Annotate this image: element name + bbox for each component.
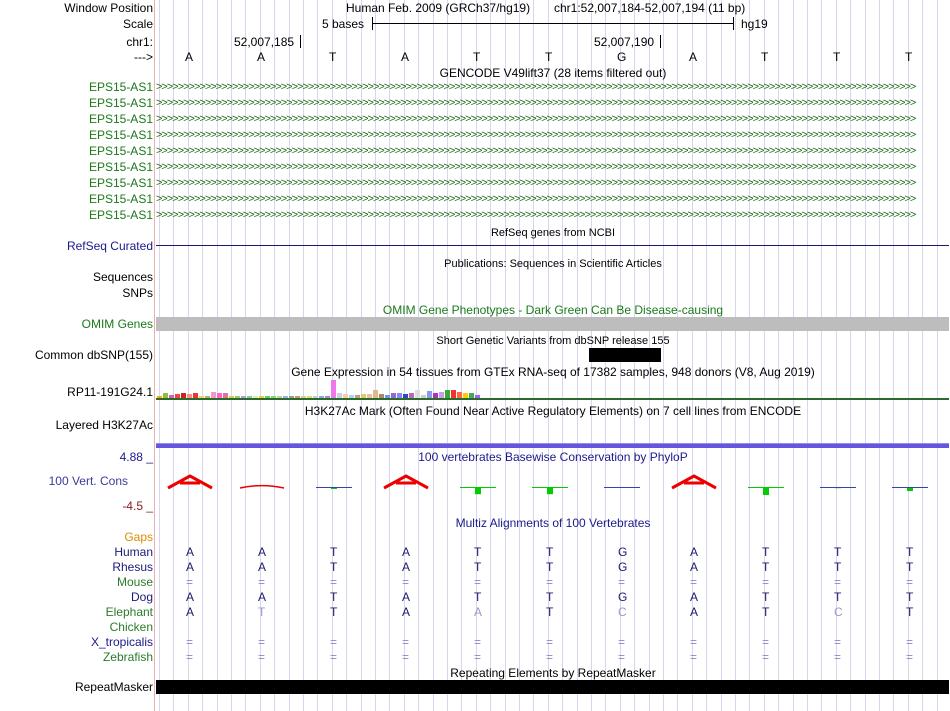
scale-bar-left-tick xyxy=(372,17,373,30)
phylop-positive-peak[interactable] xyxy=(672,476,716,488)
gencode-gene-feature[interactable]: >>>>>>>>>>>>>>>>>>>>>>>>>>>>>>>>>>>>>>>>>>>>>>>>>>>>>>>>>>>>>>>>>>>>>>>>>>>>>>>>>>>>>>>>>>>>>>>>>>>>>>>>>>>>>>>>>>>>>>>>>>>>>>>>>>>>>>>>>>>> xyxy=(156,131,916,140)
multiz-species-label[interactable]: Elephant xyxy=(105,605,153,619)
phylop-label[interactable]: 100 Vert. Cons xyxy=(48,474,128,488)
multiz-base: A xyxy=(690,560,699,574)
multiz-base: = xyxy=(258,650,266,664)
multiz-base: T xyxy=(474,590,482,604)
multiz-base: = xyxy=(834,575,842,589)
multiz-base: T xyxy=(330,545,338,559)
multiz-base: = xyxy=(474,575,482,589)
gtex-label[interactable]: RP11-191G24.1 xyxy=(67,385,153,399)
publications-snps-label[interactable]: SNPs xyxy=(122,286,153,300)
multiz-base: T xyxy=(906,605,914,619)
h3k27ac-label[interactable]: Layered H3K27Ac xyxy=(55,418,153,432)
repeatmasker-title: Repeating Elements by RepeatMasker xyxy=(450,666,656,680)
label-separator xyxy=(154,0,155,711)
multiz-base: G xyxy=(618,590,628,604)
multiz-base: = xyxy=(618,575,626,589)
multiz-base: = xyxy=(690,575,698,589)
gencode-gene-feature[interactable]: >>>>>>>>>>>>>>>>>>>>>>>>>>>>>>>>>>>>>>>>>>>>>>>>>>>>>>>>>>>>>>>>>>>>>>>>>>>>>>>>>>>>>>>>>>>>>>>>>>>>>>>>>>>>>>>>>>>>>>>>>>>>>>>>>>>>>>>>>>>> xyxy=(156,195,916,204)
multiz-base: A xyxy=(690,605,699,619)
phylop-positive-peak[interactable] xyxy=(384,476,428,488)
phylop-negative-bar[interactable] xyxy=(475,487,481,494)
multiz-base: = xyxy=(618,635,626,649)
multiz-base: T xyxy=(834,560,842,574)
multiz-base: = xyxy=(474,635,482,649)
multiz-title: Multiz Alignments of 100 Vertebrates xyxy=(455,516,651,530)
gtex-tissue-bar[interactable] xyxy=(427,391,432,398)
multiz-base: A xyxy=(690,545,699,559)
multiz-species-label[interactable]: Zebrafish xyxy=(102,650,153,664)
multiz-base: C xyxy=(834,605,843,619)
phylop-plot[interactable] xyxy=(156,462,950,512)
multiz-base: T xyxy=(330,605,338,619)
multiz-base: A xyxy=(690,590,699,604)
h3k27ac-title: H3K27Ac Mark (Often Found Near Active Regulatory Elements) on 7 cell lines from ENCODE xyxy=(304,404,802,418)
multiz-base: T xyxy=(546,545,554,559)
gencode-gene-feature[interactable]: >>>>>>>>>>>>>>>>>>>>>>>>>>>>>>>>>>>>>>>>>>>>>>>>>>>>>>>>>>>>>>>>>>>>>>>>>>>>>>>>>>>>>>>>>>>>>>>>>>>>>>>>>>>>>>>>>>>>>>>>>>>>>>>>>>>>>>>>>>>> xyxy=(156,179,916,188)
multiz-species-label[interactable]: X_tropicalis xyxy=(90,635,153,649)
multiz-base: C xyxy=(618,605,627,619)
multiz-base: = xyxy=(618,650,626,664)
scale-assembly: hg19 xyxy=(741,17,768,31)
multiz-base: = xyxy=(546,635,554,649)
strand-label: ---> xyxy=(134,50,153,64)
multiz-base: = xyxy=(546,650,554,664)
multiz-base: = xyxy=(186,650,194,664)
multiz-base: = xyxy=(402,650,410,664)
multiz-base: T xyxy=(762,560,770,574)
multiz-base: A xyxy=(258,545,267,559)
multiz-base: = xyxy=(258,635,266,649)
coord-tick-2 xyxy=(660,35,661,48)
multiz-base: A xyxy=(402,590,411,604)
multiz-base: A xyxy=(402,560,411,574)
gtex-tissue-bar[interactable] xyxy=(415,390,420,398)
phylop-negative-bar[interactable] xyxy=(763,487,769,495)
gencode-title: GENCODE V49lift37 (28 items filtered out) xyxy=(439,66,667,80)
multiz-base: = xyxy=(906,635,914,649)
h3k27ac-signal-line xyxy=(156,443,949,448)
sequence-base: A xyxy=(689,50,698,64)
multiz-base: A xyxy=(186,560,195,574)
gencode-gene-label[interactable]: EPS15-AS1 xyxy=(88,112,153,126)
sequence-base: T xyxy=(905,50,913,64)
multiz-species-label[interactable]: Mouse xyxy=(116,575,153,589)
multiz-base: = xyxy=(330,575,338,589)
dbsnp-variant[interactable] xyxy=(589,348,661,362)
multiz-base: A xyxy=(258,560,267,574)
gtex-tissue-bar[interactable] xyxy=(373,390,378,398)
phylop-title: 100 vertebrates Basewise Conservation by PhyloP xyxy=(418,450,688,464)
gencode-gene-feature[interactable]: >>>>>>>>>>>>>>>>>>>>>>>>>>>>>>>>>>>>>>>>>>>>>>>>>>>>>>>>>>>>>>>>>>>>>>>>>>>>>>>>>>>>>>>>>>>>>>>>>>>>>>>>>>>>>>>>>>>>>>>>>>>>>>>>>>>>>>>>>>>> xyxy=(156,147,916,156)
dbsnp-title: Short Genetic Variants from dbSNP release 155 xyxy=(436,335,670,347)
multiz-base: T xyxy=(330,560,338,574)
gaps-label[interactable]: Gaps xyxy=(124,530,153,544)
multiz-base: T xyxy=(762,545,770,559)
gtex-tissue-bar[interactable] xyxy=(331,380,336,398)
multiz-base: A xyxy=(402,605,411,619)
gencode-gene-label[interactable]: EPS15-AS1 xyxy=(88,144,153,158)
multiz-base: T xyxy=(834,545,842,559)
multiz-base: T xyxy=(546,590,554,604)
refseq-title: RefSeq genes from NCBI xyxy=(490,227,616,239)
multiz-species-label[interactable]: Rhesus xyxy=(112,560,153,574)
gencode-gene-feature[interactable]: >>>>>>>>>>>>>>>>>>>>>>>>>>>>>>>>>>>>>>>>>>>>>>>>>>>>>>>>>>>>>>>>>>>>>>>>>>>>>>>>>>>>>>>>>>>>>>>>>>>>>>>>>>>>>>>>>>>>>>>>>>>>>>>>>>>>>>>>>>>> xyxy=(156,211,916,220)
sequence-base: A xyxy=(185,50,194,64)
multiz-base: T xyxy=(330,590,338,604)
multiz-base: A xyxy=(402,545,411,559)
sequence-base: T xyxy=(545,50,553,64)
scale-text: 5 bases xyxy=(322,17,365,31)
gencode-gene-feature[interactable]: >>>>>>>>>>>>>>>>>>>>>>>>>>>>>>>>>>>>>>>>>>>>>>>>>>>>>>>>>>>>>>>>>>>>>>>>>>>>>>>>>>>>>>>>>>>>>>>>>>>>>>>>>>>>>>>>>>>>>>>>>>>>>>>>>>>>>>>>>>>> xyxy=(156,83,916,92)
sequence-base: A xyxy=(401,50,410,64)
sequence-base: T xyxy=(329,50,337,64)
multiz-base: T xyxy=(834,590,842,604)
gencode-gene-feature[interactable]: >>>>>>>>>>>>>>>>>>>>>>>>>>>>>>>>>>>>>>>>>>>>>>>>>>>>>>>>>>>>>>>>>>>>>>>>>>>>>>>>>>>>>>>>>>>>>>>>>>>>>>>>>>>>>>>>>>>>>>>>>>>>>>>>>>>>>>>>>>>> xyxy=(156,163,916,172)
assembly-text: Human Feb. 2009 (GRCh37/hg19) xyxy=(346,1,531,15)
repeatmasker-label[interactable]: RepeatMasker xyxy=(74,680,153,694)
coord-label-2: 52,007,190 xyxy=(594,35,655,49)
gencode-gene-label[interactable]: EPS15-AS1 xyxy=(88,208,153,222)
multiz-base: T xyxy=(546,560,554,574)
multiz-base: T xyxy=(762,605,770,619)
chrom-label: chr1: xyxy=(126,35,153,49)
multiz-species-label[interactable]: Chicken xyxy=(109,620,153,634)
multiz-base: T xyxy=(906,560,914,574)
phylop-min-label: -4.5 _ xyxy=(122,499,153,513)
multiz-base: A xyxy=(258,590,267,604)
omim-label[interactable]: OMIM Genes xyxy=(81,317,153,331)
multiz-base: = xyxy=(186,575,194,589)
multiz-base: = xyxy=(906,650,914,664)
multiz-base: A xyxy=(186,590,195,604)
multiz-base: A xyxy=(186,545,195,559)
multiz-base: = xyxy=(258,575,266,589)
multiz-base: T xyxy=(546,605,554,619)
scale-bar xyxy=(372,23,733,24)
multiz-base: = xyxy=(330,635,338,649)
multiz-base: = xyxy=(186,635,194,649)
refseq-line[interactable] xyxy=(156,245,949,246)
phylop-positive-peak[interactable] xyxy=(168,476,212,488)
coord-tick-1 xyxy=(300,35,301,48)
sequence-base: G xyxy=(617,50,627,64)
multiz-base: = xyxy=(546,575,554,589)
sequence-base: T xyxy=(833,50,841,64)
refseq-label[interactable]: RefSeq Curated xyxy=(66,239,153,253)
multiz-base: G xyxy=(618,545,628,559)
gtex-baseline xyxy=(156,398,949,400)
multiz-base: = xyxy=(762,575,770,589)
coord-label-1: 52,007,185 xyxy=(234,35,295,49)
publications-sequences-label[interactable]: Sequences xyxy=(92,270,153,284)
multiz-base: T xyxy=(258,605,266,619)
repeatmasker-bar[interactable] xyxy=(156,680,949,694)
multiz-base: T xyxy=(474,545,482,559)
publications-title: Publications: Sequences in Scientific Articles xyxy=(444,258,662,270)
gencode-gene-feature[interactable]: >>>>>>>>>>>>>>>>>>>>>>>>>>>>>>>>>>>>>>>>>>>>>>>>>>>>>>>>>>>>>>>>>>>>>>>>>>>>>>>>>>>>>>>>>>>>>>>>>>>>>>>>>>>>>>>>>>>>>>>>>>>>>>>>>>>>>>>>>>>> xyxy=(156,99,916,108)
gencode-gene-label[interactable]: EPS15-AS1 xyxy=(88,176,153,190)
gtex-tissue-bar[interactable] xyxy=(445,390,450,398)
gencode-gene-label[interactable]: EPS15-AS1 xyxy=(88,160,153,174)
scale-bar-right-tick xyxy=(733,17,734,30)
multiz-base: T xyxy=(474,560,482,574)
phylop-positive-peak[interactable] xyxy=(240,486,284,488)
position-text[interactable]: chr1:52,007,184-52,007,194 (11 bp) xyxy=(554,1,746,15)
multiz-species-label[interactable]: Human xyxy=(114,545,153,559)
multiz-base: = xyxy=(906,575,914,589)
multiz-species-label[interactable]: Dog xyxy=(130,590,153,604)
multiz-base: T xyxy=(762,590,770,604)
dbsnp-label[interactable]: Common dbSNP(155) xyxy=(34,348,153,362)
multiz-base: = xyxy=(690,650,698,664)
gencode-gene-label[interactable]: EPS15-AS1 xyxy=(88,80,153,94)
sequence-base: T xyxy=(473,50,481,64)
multiz-base: T xyxy=(906,590,914,604)
omim-title: OMIM Gene Phenotypes - Dark Green Can Be Disease-causing xyxy=(382,303,724,317)
multiz-base: A xyxy=(186,605,195,619)
gencode-gene-label[interactable]: EPS15-AS1 xyxy=(88,192,153,206)
multiz-base: = xyxy=(762,635,770,649)
multiz-base: = xyxy=(330,650,338,664)
omim-bar[interactable] xyxy=(156,317,949,331)
sequence-base: T xyxy=(761,50,769,64)
multiz-base: = xyxy=(690,635,698,649)
multiz-base: = xyxy=(402,575,410,589)
multiz-base: A xyxy=(474,605,483,619)
multiz-base: = xyxy=(834,635,842,649)
multiz-base: T xyxy=(906,545,914,559)
multiz-base: = xyxy=(402,635,410,649)
multiz-base: = xyxy=(474,650,482,664)
gencode-gene-feature[interactable]: >>>>>>>>>>>>>>>>>>>>>>>>>>>>>>>>>>>>>>>>>>>>>>>>>>>>>>>>>>>>>>>>>>>>>>>>>>>>>>>>>>>>>>>>>>>>>>>>>>>>>>>>>>>>>>>>>>>>>>>>>>>>>>>>>>>>>>>>>>>> xyxy=(156,115,916,124)
window-position-label: Window Position xyxy=(64,1,153,15)
scale-label: Scale xyxy=(122,17,153,31)
gencode-gene-label[interactable]: EPS15-AS1 xyxy=(88,128,153,142)
sequence-base: A xyxy=(257,50,266,64)
gtex-title: Gene Expression in 54 tissues from GTEx RNA-seq of 17382 samples, 948 donors (V8, Aug 2019) xyxy=(291,365,815,379)
multiz-base: = xyxy=(834,650,842,664)
multiz-base: G xyxy=(618,560,628,574)
gencode-gene-label[interactable]: EPS15-AS1 xyxy=(88,96,153,110)
phylop-max-label: 4.88 _ xyxy=(119,450,153,464)
multiz-base: = xyxy=(762,650,770,664)
phylop-negative-bar[interactable] xyxy=(547,487,553,494)
gtex-tissue-bar[interactable] xyxy=(451,390,456,398)
